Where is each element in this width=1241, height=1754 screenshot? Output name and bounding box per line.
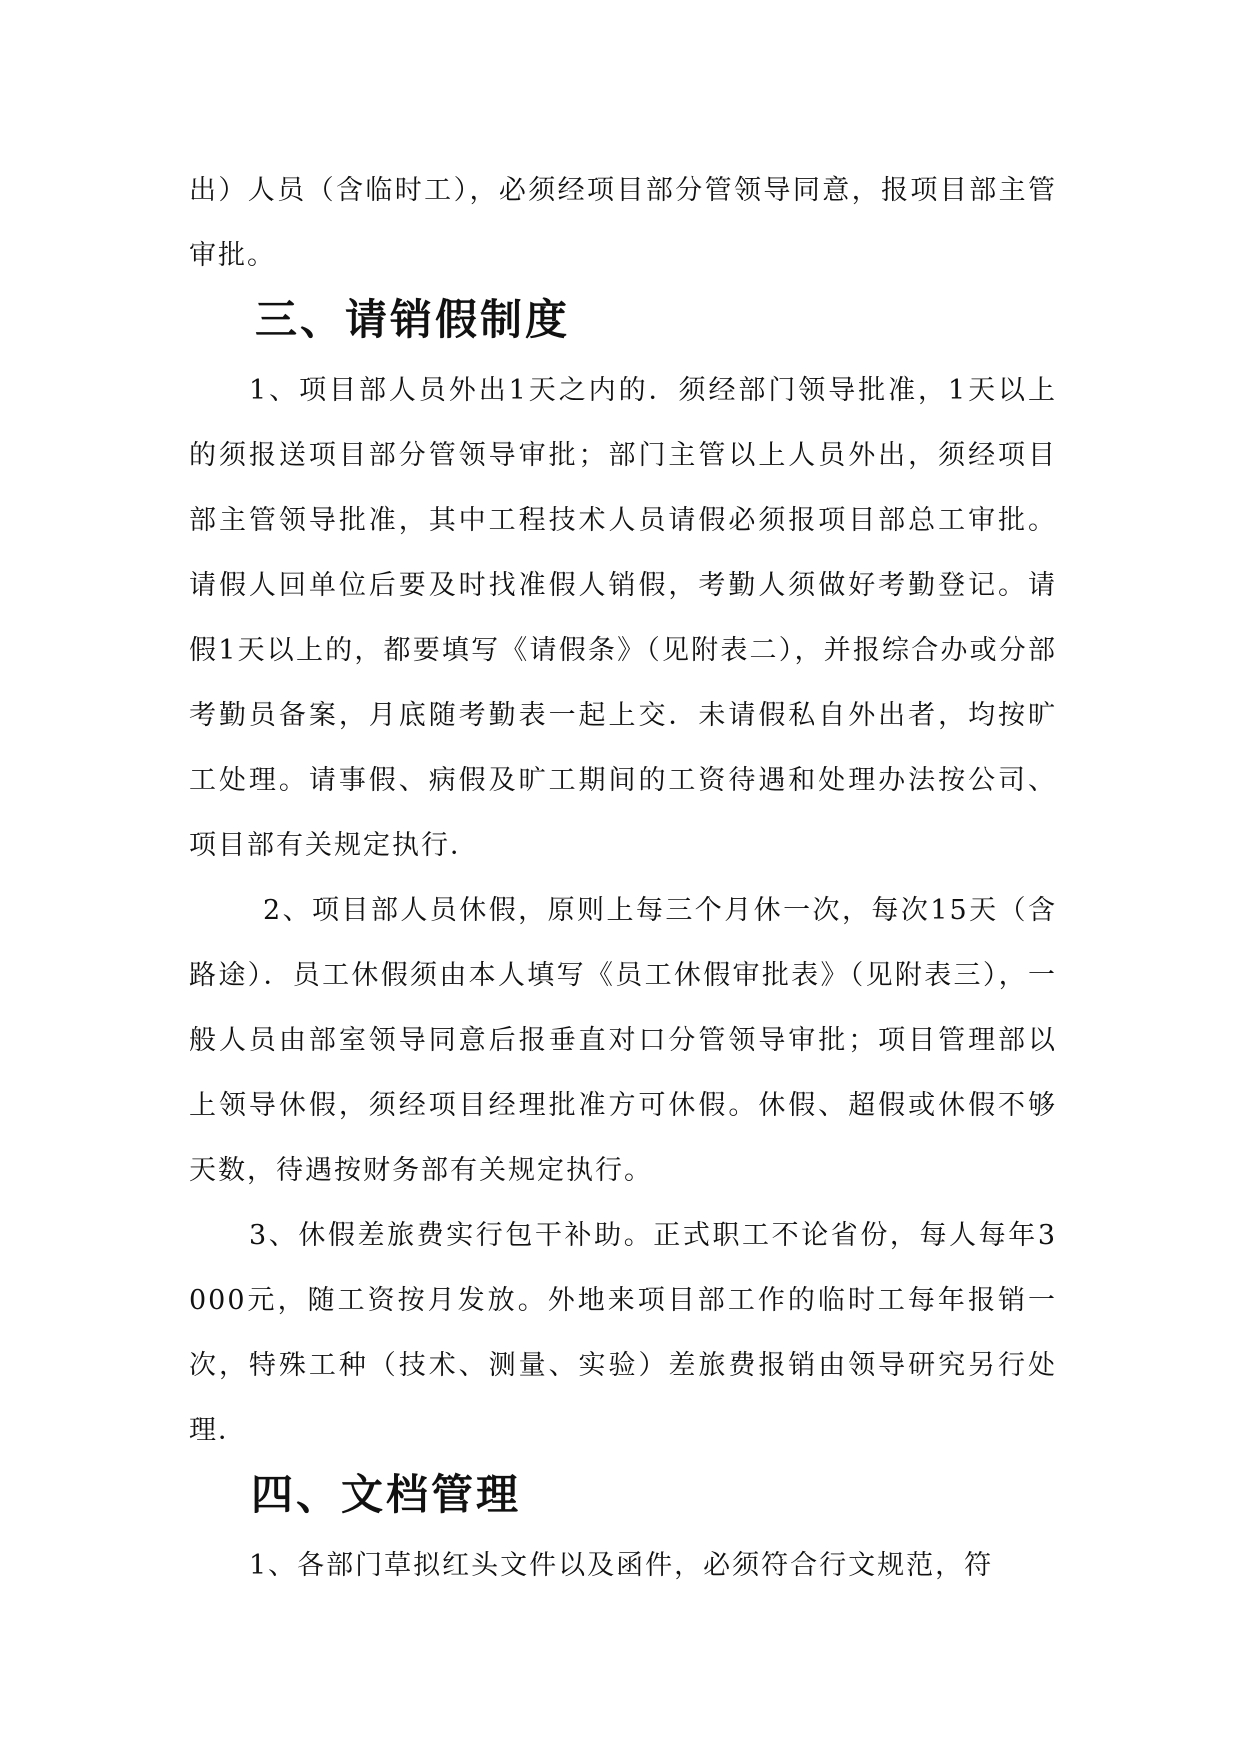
section-4-heading: 四、文档管理 bbox=[251, 1470, 522, 1519]
section-3-paragraph-3: 3、休假差旅费实行包干补助。正式职工不论省份，每人每年3000元，随工资按月发放。外地来项目部工作的临时工每年报销一次，特殊工种（技术、测量、实验）差旅费报销由领导研究另行处理． bbox=[189, 1220, 1057, 1446]
section-3-paragraph-1: 1、项目部人员外出1天之内的．须经部门领导批准，1天以上的须报送项目部分管领导审批；部门主管以上人员外出，须经项目部主管领导批准，其中工程技术人员请假必须报项目部总工审批。请假人回单位后要及时找准假人销假，考勤人须做好考勤登记。请假1天以上的，都要填写《请假条》（见附表二），并报综合办或分部考勤员备案，月底随考勤表一起上交．未请假私自外出者，均按旷工处理。请事假、病假及旷工期间的工资待遇和处理办法按公司、项目部有关规定执行． bbox=[189, 375, 1057, 861]
section-3-heading: 三、请销假制度 bbox=[255, 295, 571, 344]
continued-paragraph: 出）人员（含临时工），必须经项目部分管领导同意，报项目部主管审批。 bbox=[189, 175, 1057, 271]
section-4-paragraph-1: 1、各部门草拟红头文件以及函件，必须符合行文规范，符 bbox=[249, 1550, 994, 1581]
document-body bbox=[189, 158, 1057, 1598]
section-3-paragraph-2: 2、项目部人员休假，原则上每三个月休一次，每次15天（含路途）．员工休假须由本人填写《员工休假审批表》（见附表三），一般人员由部室领导同意后报垂直对口分管领导审批；项目管理部以上领导休假，须经项目经理批准方可休假。休假、超假或休假不够天数，待遇按财务部有关规定执行。 bbox=[189, 895, 1057, 1186]
